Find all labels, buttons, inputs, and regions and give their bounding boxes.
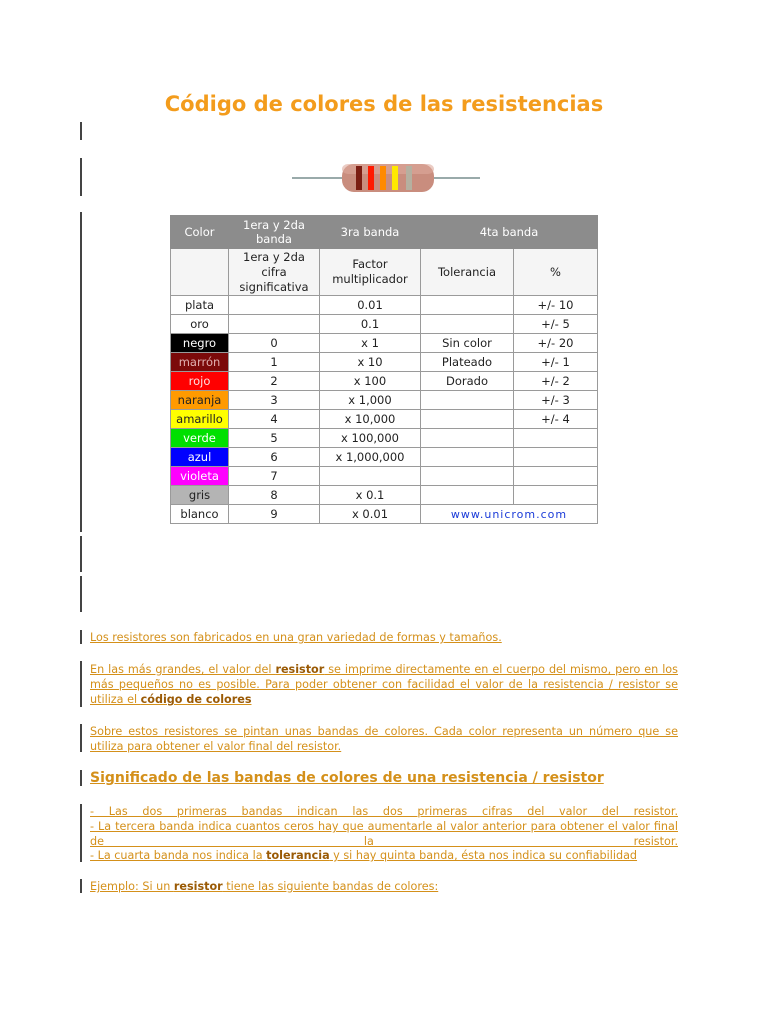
cell-color: plata [171, 296, 229, 315]
paragraph-intro[interactable]: Los resistores son fabricados en una gran variedad de formas y tamaños. [90, 631, 502, 644]
bold-resistor: resistor [173, 880, 223, 893]
subheader-empty [171, 249, 229, 296]
band-line-1[interactable]: - Las dos primeras bandas indican las dos primeras cifras del valor del resistor. [90, 805, 678, 818]
band-line-2[interactable]: - La tercera banda indica cuantos ceros hay que aumentarle al valor anterior para obtener el valor final de la resistor. [90, 820, 678, 848]
cell-color: naranja [171, 391, 229, 410]
header-band-1-2: 1era y 2da banda [229, 216, 320, 249]
cell-digit [229, 296, 320, 315]
cell-mult: 0.01 [320, 296, 421, 315]
cell-tol: Sin color [421, 334, 514, 353]
cell-pct [514, 448, 598, 467]
cell-tol: Plateado [421, 353, 514, 372]
cell-mult: x 0.01 [320, 505, 421, 524]
bold-color-code: código de colores [140, 693, 252, 706]
cell-mult: x 100 [320, 372, 421, 391]
margin-bar [80, 536, 82, 572]
text-span: En las más grandes, el valor del [90, 663, 276, 676]
cell-digit: 2 [229, 372, 320, 391]
margin-bar [80, 576, 82, 612]
color-code-table [170, 215, 598, 524]
cell-tol: Dorado [421, 372, 514, 391]
text-span: se imprime directamente en el cuerpo del mismo, pero en los más pequeños no es posible. Para poder obtener con facilidad el valor de la resistencia / resistor se utiliza el [90, 663, 678, 706]
subheader-tolerance: Tolerancia [421, 249, 514, 296]
cell-digit: 5 [229, 429, 320, 448]
resistor-image [292, 160, 482, 196]
table-row [171, 429, 598, 448]
subheader-percent: % [514, 249, 598, 296]
cell-mult: x 1 [320, 334, 421, 353]
cell-digit [229, 315, 320, 334]
table-row [171, 296, 598, 315]
cell-pct: +/- 1 [514, 353, 598, 372]
bold-resistor: resistor [275, 663, 325, 676]
margin-bar [80, 158, 82, 196]
cell-pct: +/- 4 [514, 410, 598, 429]
table-row [171, 391, 598, 410]
text-span: y si hay quinta banda, ésta nos indica su confiabilidad [329, 849, 638, 862]
cell-pct [514, 467, 598, 486]
cell-tol [421, 467, 514, 486]
cell-mult: 0.1 [320, 315, 421, 334]
table-row [171, 486, 598, 505]
cell-tol [421, 486, 514, 505]
cell-pct: +/- 20 [514, 334, 598, 353]
page-title: Código de colores de las resistencias [164, 92, 604, 116]
cell-digit: 7 [229, 467, 320, 486]
cell-tol [421, 315, 514, 334]
margin-bar [80, 804, 82, 862]
unicrom-link[interactable]: www.unicrom.com [421, 505, 598, 524]
cell-digit: 1 [229, 353, 320, 372]
cell-mult: x 10 [320, 353, 421, 372]
paragraph-sizes[interactable] [90, 662, 678, 707]
cell-tol [421, 410, 514, 429]
cell-pct: +/- 5 [514, 315, 598, 334]
cell-mult: x 1,000,000 [320, 448, 421, 467]
cell-pct: +/- 3 [514, 391, 598, 410]
header-color: Color [171, 216, 229, 249]
text-span: Ejemplo: Si un [90, 880, 174, 893]
cell-pct: +/- 10 [514, 296, 598, 315]
header-band-3: 3ra banda [320, 216, 421, 249]
cell-color: violeta [171, 467, 229, 486]
margin-bar [80, 212, 82, 532]
margin-bar [80, 724, 82, 752]
cell-digit: 3 [229, 391, 320, 410]
cell-tol [421, 448, 514, 467]
cell-color: negro [171, 334, 229, 353]
cell-pct [514, 429, 598, 448]
cell-color: gris [171, 486, 229, 505]
section-heading[interactable]: Significado de las bandas de colores de una resistencia / resistor [90, 770, 604, 786]
text-span: - La cuarta banda nos indica la [90, 849, 267, 862]
cell-color: verde [171, 429, 229, 448]
paragraph-example[interactable] [90, 879, 678, 894]
cell-mult [320, 467, 421, 486]
paragraph-bands[interactable]: Sobre estos resistores se pintan unas bandas de colores. Cada color representa un número que se utiliza para obtener el valor final del resistor. [90, 725, 678, 753]
cell-mult: x 1,000 [320, 391, 421, 410]
table-row [171, 448, 598, 467]
cell-color: oro [171, 315, 229, 334]
subheader-multiplier: Factor multiplicador [320, 249, 421, 296]
margin-bar [80, 879, 82, 893]
table-row [171, 334, 598, 353]
cell-digit: 8 [229, 486, 320, 505]
cell-tol [421, 296, 514, 315]
table-row [171, 467, 598, 486]
cell-digit: 9 [229, 505, 320, 524]
margin-bar [80, 770, 82, 786]
bold-tolerance: tolerancia [266, 849, 330, 862]
header-band-4: 4ta banda [421, 216, 598, 249]
margin-bar [80, 630, 82, 644]
cell-digit: 0 [229, 334, 320, 353]
cell-pct: +/- 2 [514, 372, 598, 391]
band-line-3[interactable] [90, 848, 678, 863]
cell-tol [421, 391, 514, 410]
cell-color: rojo [171, 372, 229, 391]
text-span: tiene las siguiente bandas de colores: [222, 880, 439, 893]
cell-digit: 6 [229, 448, 320, 467]
table-row [171, 410, 598, 429]
cell-mult: x 100,000 [320, 429, 421, 448]
cell-mult: x 10,000 [320, 410, 421, 429]
margin-bar [80, 122, 82, 140]
cell-color: blanco [171, 505, 229, 524]
table-row [171, 372, 598, 391]
cell-color: azul [171, 448, 229, 467]
margin-bar [80, 661, 82, 707]
cell-mult: x 0.1 [320, 486, 421, 505]
cell-tol [421, 429, 514, 448]
table-row [171, 315, 598, 334]
subheader-significant-figure: 1era y 2da cifra significativa [229, 249, 320, 296]
table-row [171, 505, 598, 524]
table-row [171, 353, 598, 372]
cell-digit: 4 [229, 410, 320, 429]
cell-pct [514, 486, 598, 505]
cell-color: amarillo [171, 410, 229, 429]
cell-color: marrón [171, 353, 229, 372]
